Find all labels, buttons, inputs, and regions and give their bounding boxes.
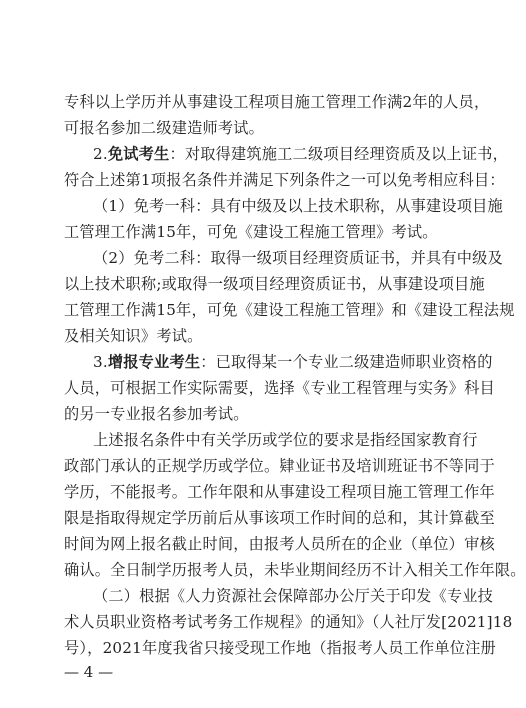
text-line: 符合上述第1项报名条件并满足下列条件之一可以免考相应科目：: [64, 171, 505, 189]
text-line: 工管理工作满15年，可免《建设工程施工管理》考试。: [64, 223, 438, 241]
text-line: 及相关知识》考试。: [64, 327, 203, 345]
exemption-heading-line: [93, 143, 508, 165]
text-line: 号），2021年度我省只接受现工作地（指报考人员工作单位注册: [64, 639, 496, 657]
text-line: 专科以上学历并从事建设工程项目施工管理工作满2年的人员，: [64, 93, 490, 111]
text-line: 确认。全日制学历报考人员，未毕业期间经历不计入相关工作年限。: [64, 561, 526, 579]
text-line: 可报名参加二级建造师考试。: [64, 119, 265, 137]
item-number: 2.: [93, 145, 108, 163]
text-line: （二）根据《人力资源社会保障部办公厅关于印发《专业技: [93, 587, 494, 605]
text-run: ：对取得建筑施工二级项目经理资质及以上证书，: [169, 145, 508, 163]
text-line: 政部门承认的正规学历或学位。肄业证书及培训班证书不等同于: [64, 457, 495, 475]
text-line: 术人员职业资格考试考务工作规程》的通知》（人社厅发[2021]18: [64, 613, 513, 631]
text-line: （1）免考一科：具有中级及以上技术职称，从事建设项目施: [93, 197, 503, 215]
text-line: 工管理工作满15年，可免《建设工程施工管理》和《建设工程法规: [64, 301, 515, 319]
text-line: （2）免考二科：取得一级项目经理资质证书，并具有中级及: [93, 249, 503, 267]
page-number: — 4 —: [64, 663, 114, 681]
text-line: 上述报名条件中有关学历或学位的要求是指经国家教育行: [93, 431, 478, 449]
additional-exam-heading-line: [93, 351, 493, 373]
text-line: 时间为网上报名截止时间，由报考人员所在的企业（单位）审核: [64, 535, 495, 553]
bold-heading: 增报专业考生: [107, 353, 201, 371]
bold-heading: 免试考生: [107, 145, 170, 163]
text-line: 限是指取得规定学历前后从事该项工作时间的总和，其计算截至: [64, 509, 495, 527]
text-line: 人员，可根据工作实际需要，选择《专业工程管理与实务》科目: [64, 379, 495, 397]
text-line: 学历，不能报考。工作年限和从事建设工程项目施工管理工作年: [64, 483, 495, 501]
text-run: ：已取得某一个专业二级建造师职业资格的: [200, 353, 493, 371]
text-line: 以上技术职称;或取得一级项目经理资质证书，从事建设项目施: [64, 275, 485, 293]
item-number: 3.: [93, 353, 108, 371]
text-line: 的另一专业报名参加考试。: [64, 405, 249, 423]
